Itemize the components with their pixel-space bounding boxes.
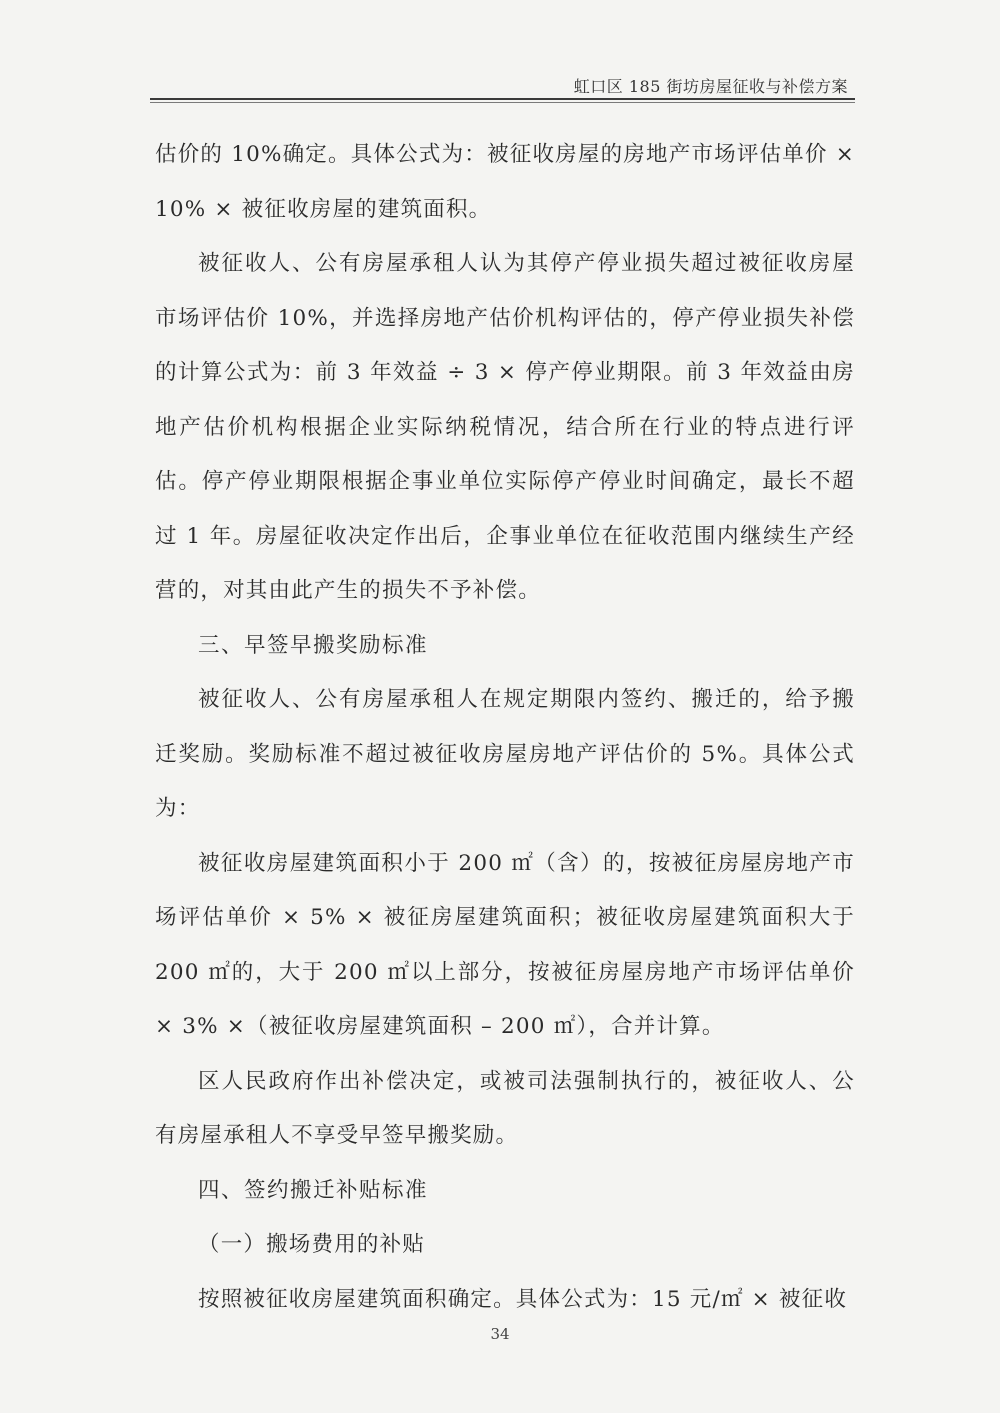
subsection-heading: （一）搬场费用的补贴: [198, 1232, 426, 1257]
paragraph: 被征收人、公有房屋承租人在规定期限内签约、搬迁的，给予搬迁奖励。奖励标准不超过被征收房屋房地产评估价的 5%。具体公式为：: [155, 687, 855, 821]
header-rule: [150, 98, 855, 100]
paragraph: 被征收人、公有房屋承租人认为其停产停业损失超过被征收房屋市场评估价 10%，并选择房地产估价机构评估的，停产停业损失补偿的计算公式为：前 3 年效益 ÷ 3 × 停产停业期限。前 3 年效益由房地产估价机构根据企业实际纳税情况，结合所在行业的特点进行评估。停产停业期限根据企事业单位实际停产停业时间确定，最长不超过 1 年。房屋征收决定作出后，企事业单位在征收范围内继续生产经营的，对其由此产生的损失不予补偿。: [155, 251, 855, 603]
section-heading: 四、签约搬迁补贴标准: [198, 1177, 429, 1203]
paragraph: 被征收房屋建筑面积小于 200 ㎡（含）的，按被征房屋房地产市场评估单价 × 5% × 被征房屋建筑面积；被征收房屋建筑面积大于 200 ㎡的，大于 200 ㎡以上部分，按被征房屋房地产市场评估单价 × 3% ×（被征收房屋建筑面积 – 200 ㎡），合并计算。: [155, 850, 855, 1039]
paragraph: 按照被征收房屋建筑面积确定。具体公式为：15 元/㎡ × 被征收: [198, 1286, 848, 1312]
paragraph-continued: 估价的 10%确定。具体公式为：被征收房屋的房地产市场评估单价 × 10% × 被征收房屋的建筑面积。: [155, 142, 855, 222]
page-number: 34: [490, 1325, 510, 1343]
body-text: [155, 128, 855, 1327]
section-heading: 三、早签早搬奖励标准: [198, 632, 429, 658]
paragraph: 区人民政府作出补偿决定，或被司法强制执行的，被征收人、公有房屋承租人不享受早签早搬奖励。: [155, 1068, 855, 1148]
header-rule-thin: [150, 102, 855, 103]
running-header-title: 虹口区 185 街坊房屋征收与补偿方案: [573, 77, 848, 96]
